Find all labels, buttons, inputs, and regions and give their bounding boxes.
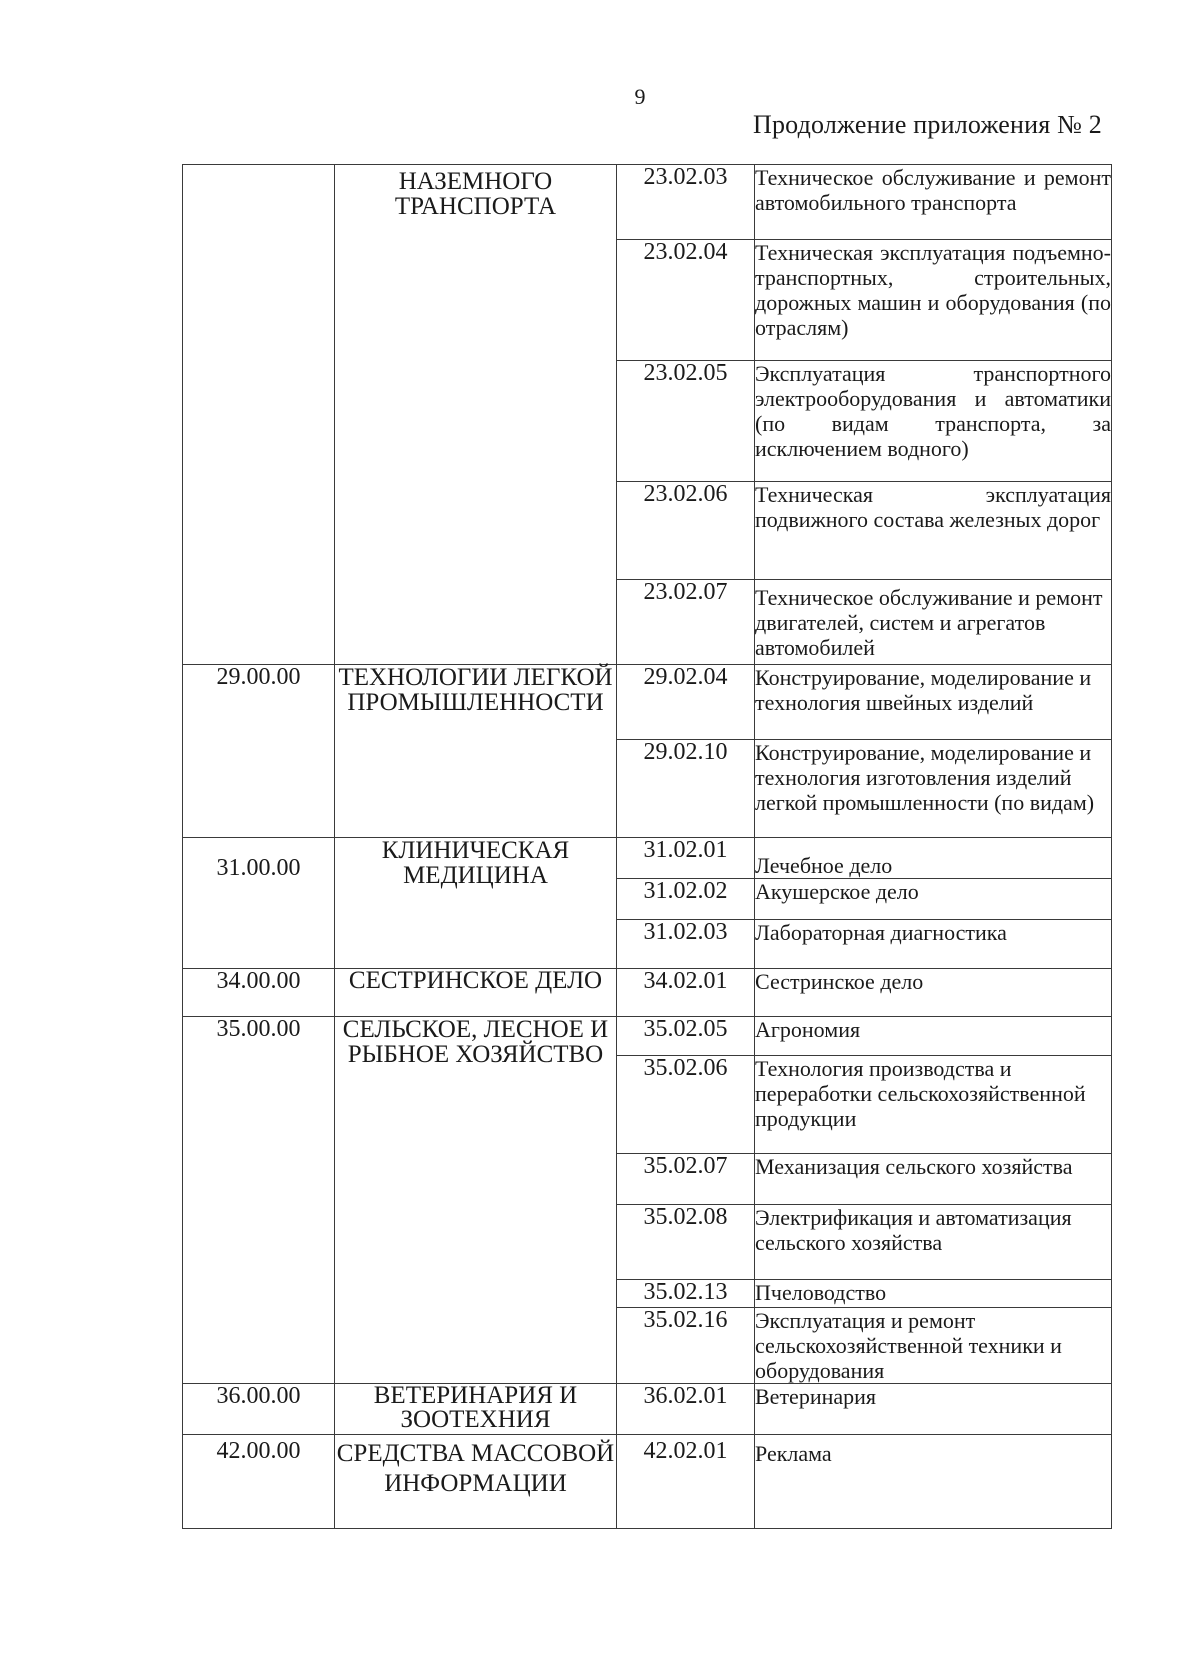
group-name: СЕЛЬСКОЕ, ЛЕСНОЕ И РЫБНОЕ ХОЗЯЙСТВО [335,1017,617,1384]
group-code: 31.00.00 [183,838,335,969]
group-code: 42.00.00 [183,1435,335,1529]
specialty-code: 23.02.03 [617,165,755,240]
specialty-code: 42.02.01 [617,1435,755,1529]
specialty-name: Сестринское дело [755,969,1112,1017]
specialty-name: Техническая эксплуатация подъемно-транспортных, строительных, дорожных машин и оборудования (по отраслям) [755,240,1112,361]
group-name: НАЗЕМНОГО ТРАНСПОРТА [335,165,617,665]
specialty-name: Лечебное дело [755,838,1112,879]
specialty-name: Конструирование, моделирование и технология изготовления изделий легкой промышленности (по видам) [755,740,1112,838]
table-row [183,165,1112,240]
specialty-code: 23.02.07 [617,580,755,665]
specialty-code: 35.02.07 [617,1154,755,1205]
specialty-name: Ветеринария [755,1384,1112,1435]
group-name: ТЕХНОЛОГИИ ЛЕГКОЙ ПРОМЫШЛЕННОСТИ [335,665,617,838]
specialty-name: Конструирование, моделирование и технология швейных изделий [755,665,1112,740]
specialty-code: 36.02.01 [617,1384,755,1435]
specialty-name: Техническое обслуживание и ремонт двигателей, систем и агрегатов автомобилей [755,580,1112,665]
group-code: 34.00.00 [183,969,335,1017]
specialty-code: 35.02.08 [617,1205,755,1280]
table-row [183,969,1112,1017]
specialty-code: 23.02.05 [617,361,755,482]
specialties-table [182,164,1112,1529]
group-code: 29.00.00 [183,665,335,838]
specialty-name: Эксплуатация и ремонт сельскохозяйственной техники и оборудования [755,1308,1112,1384]
group-name: КЛИНИЧЕСКАЯ МЕДИЦИНА [335,838,617,969]
table-row [183,665,1112,740]
group-code: 35.00.00 [183,1017,335,1384]
specialty-name: Пчеловодство [755,1280,1112,1308]
specialty-name: Техническое обслуживание и ремонт автомобильного транспорта [755,165,1112,240]
table-row [183,1435,1112,1529]
specialty-code: 35.02.06 [617,1056,755,1154]
specialty-name: Механизация сельского хозяйства [755,1154,1112,1205]
table-row [183,838,1112,879]
specialty-code: 23.02.06 [617,482,755,580]
specialty-code: 29.02.04 [617,665,755,740]
specialty-code: 34.02.01 [617,969,755,1017]
specialty-name: Техническая эксплуатация подвижного состава железных дорог [755,482,1112,580]
specialty-code: 31.02.01 [617,838,755,879]
group-name: СРЕДСТВА МАССОВОЙ ИНФОРМАЦИИ [335,1435,617,1529]
group-code: 36.00.00 [183,1384,335,1435]
group-name: СЕСТРИНСКОЕ ДЕЛО [335,969,617,1017]
specialty-code: 35.02.05 [617,1017,755,1056]
specialty-name: Акушерское дело [755,879,1112,920]
specialty-code: 35.02.13 [617,1280,755,1308]
specialty-code: 23.02.04 [617,240,755,361]
group-code [183,165,335,665]
specialty-name: Электрификация и автоматизация сельского хозяйства [755,1205,1112,1280]
page-number: 9 [634,84,646,109]
specialty-code: 31.02.03 [617,920,755,969]
specialty-name: Реклама [755,1435,1112,1529]
appendix-continuation-header: Продолжение приложения № 2 [752,110,1102,139]
table-row [183,1017,1112,1056]
specialty-name: Эксплуатация транспортного электрооборудования и автоматики (по видам транспорта, за исключением водного) [755,361,1112,482]
specialty-name: Агрономия [755,1017,1112,1056]
group-name: ВЕТЕРИНАРИЯ И ЗООТЕХНИЯ [335,1384,617,1435]
specialty-code: 29.02.10 [617,740,755,838]
specialty-code: 31.02.02 [617,879,755,920]
specialty-code: 35.02.16 [617,1308,755,1384]
specialty-name: Лабораторная диагностика [755,920,1112,969]
table-row [183,1384,1112,1435]
specialty-name: Технология производства и переработки сельскохозяйственной продукции [755,1056,1112,1154]
